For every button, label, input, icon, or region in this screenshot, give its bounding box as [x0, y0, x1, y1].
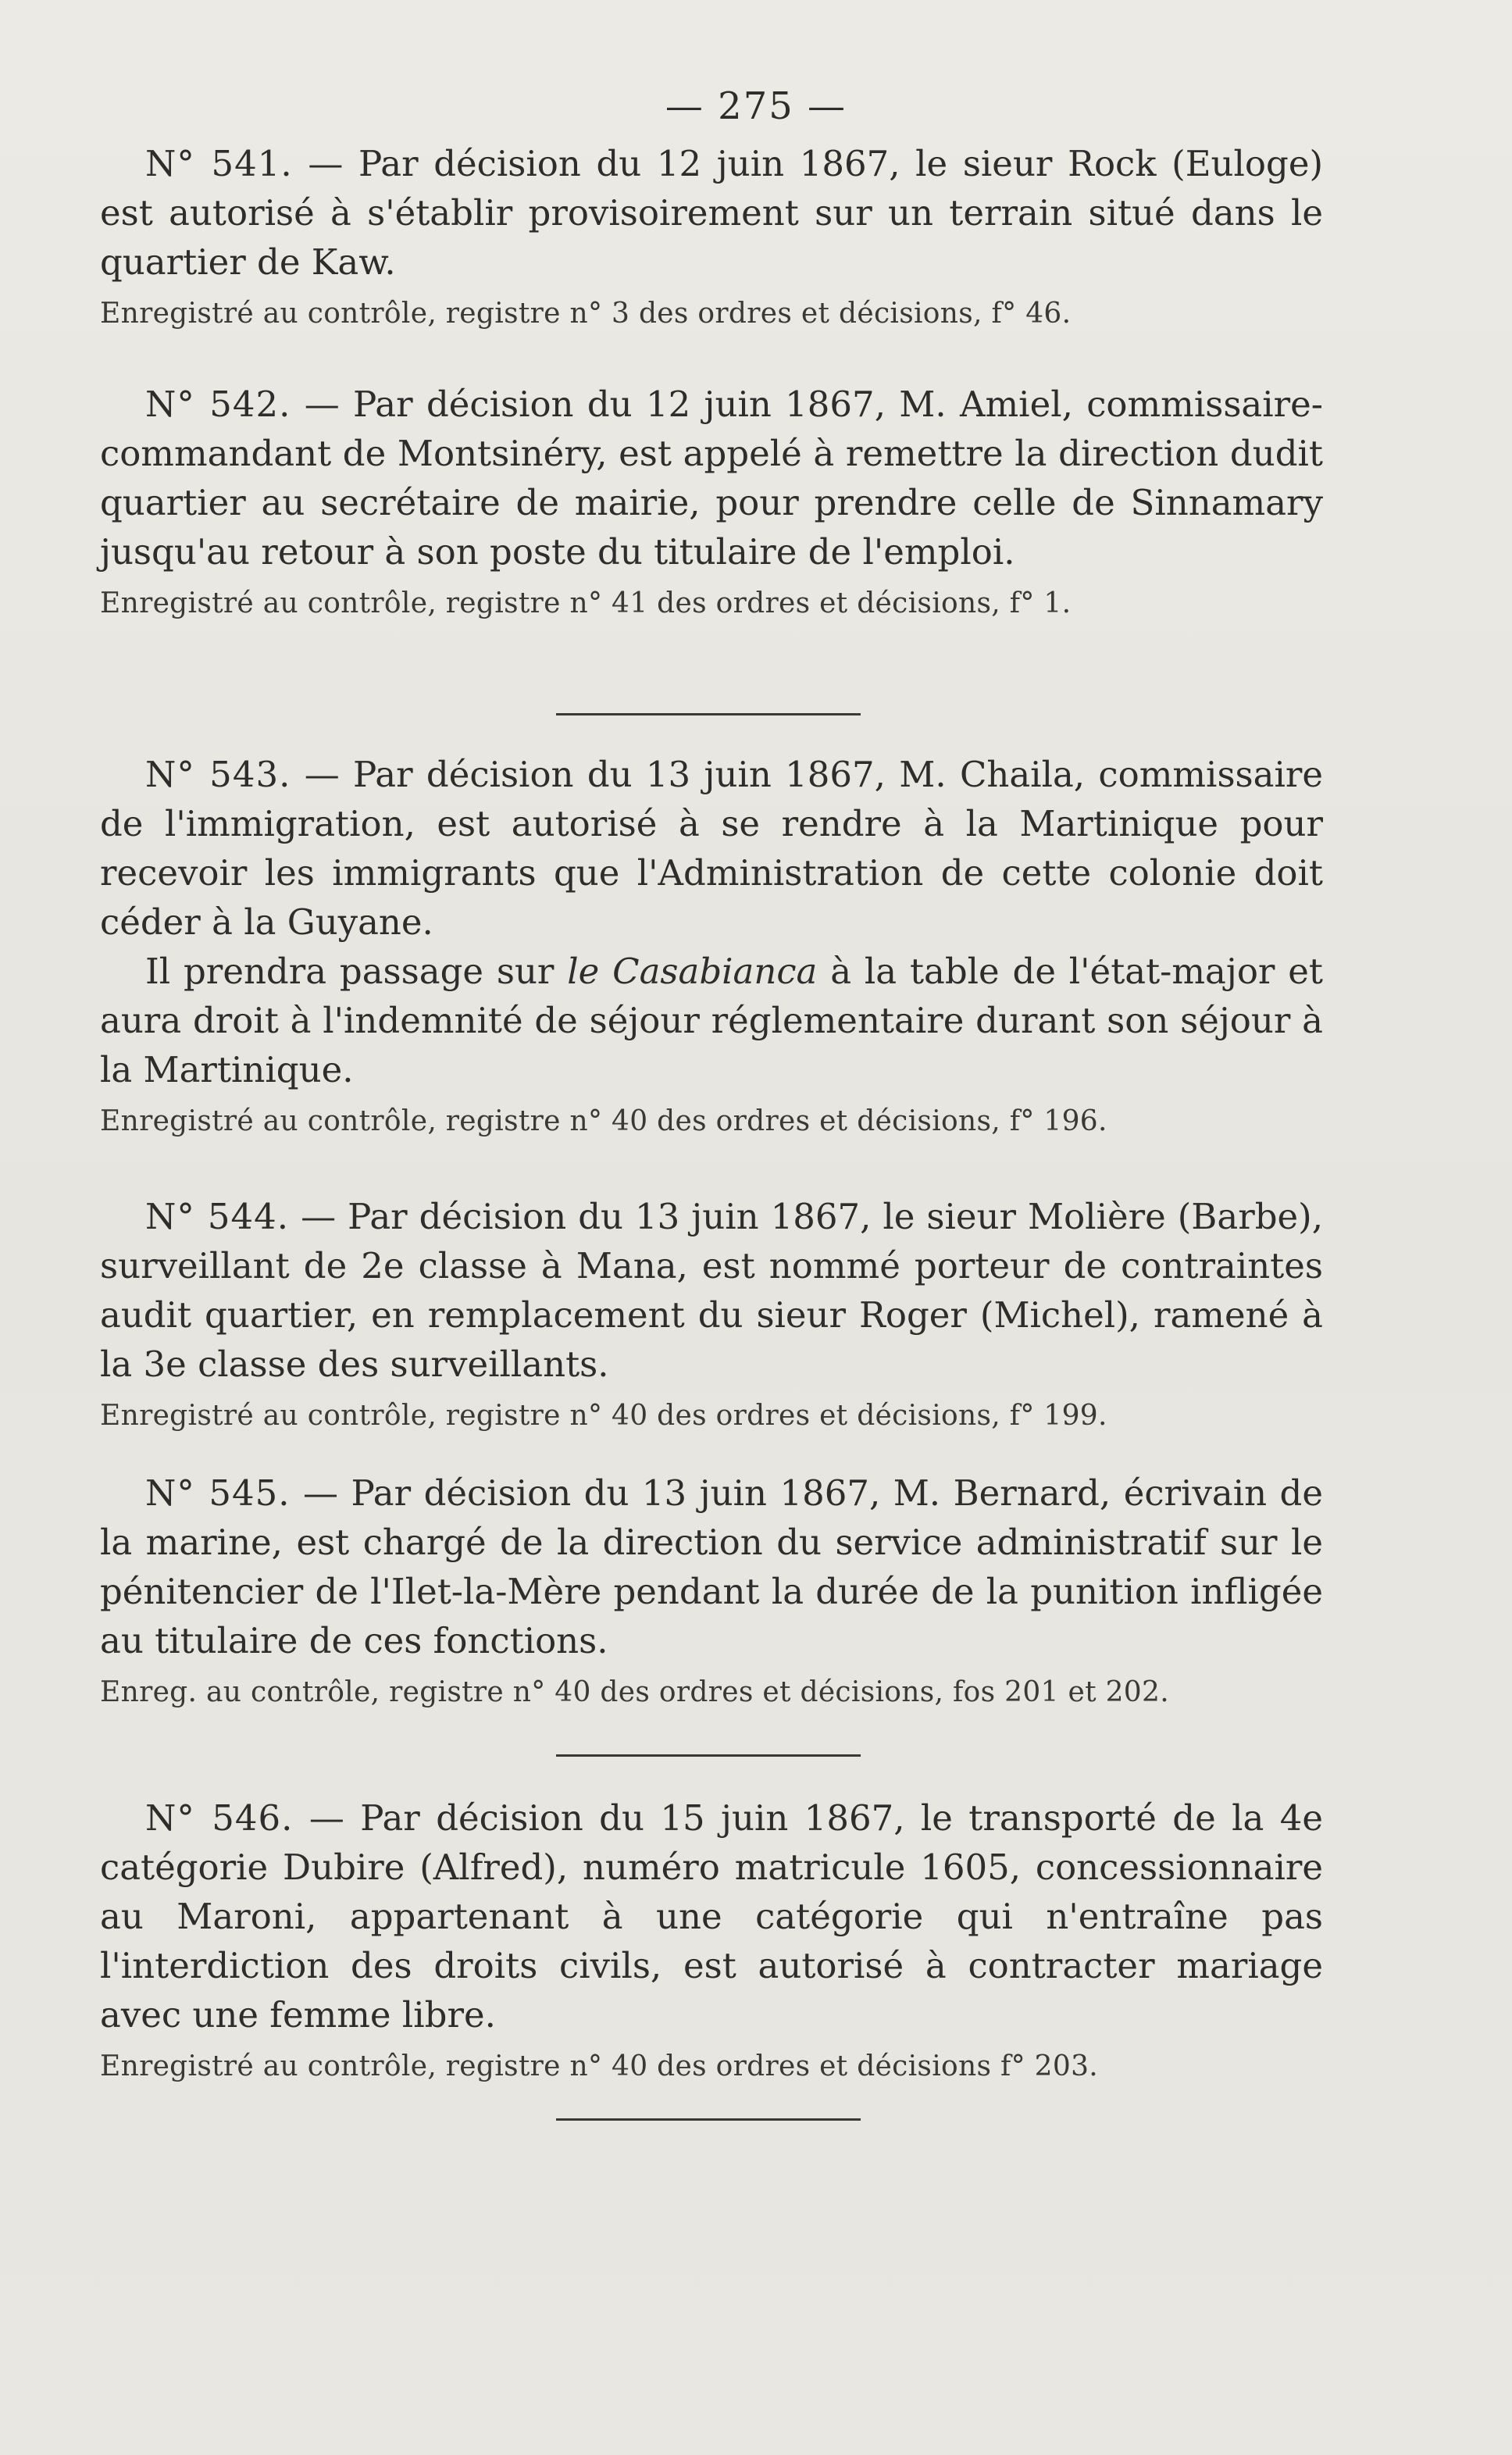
entry-543-reference: Enregistré au contrôle, registre n° 40 des ordres et décisions, f° 196.	[100, 1105, 1107, 1137]
entry-number: N° 541.	[145, 143, 293, 184]
entry-543-text-2: Il prendra passage sur le Casabianca à la table de l'état-major et aura droit à l'indemnité de séjour réglementaire durant son séjour à la Martinique.	[100, 951, 1323, 1090]
separator-rule	[556, 2118, 861, 2121]
entry-number: N° 545.	[145, 1472, 291, 1514]
entry-543	[100, 750, 1323, 1140]
entry-number: N° 542.	[145, 384, 291, 425]
entry-number: N° 543.	[145, 754, 291, 795]
entry-545-reference: Enreg. au contrôle, registre n° 40 des ordres et décisions, fos 201 et 202.	[100, 1676, 1169, 1708]
entry-544-reference: Enregistré au contrôle, registre n° 40 des ordres et décisions, f° 199.	[100, 1400, 1107, 1432]
entry-541-text	[100, 139, 1323, 287]
entry-body: — Par décision du 15 juin 1867, le transporté de la 4e catégorie Dubire (Alfred), numéro matricule 1605, concessionnaire au Maroni, appartenant à une catégorie qui n'entraîne pas l'interdiction des droits civils, est autorisé à contracter mariage avec une femme libre.	[100, 1797, 1323, 2036]
entry-body: — Par décision du 13 juin 1867, M. Bernard, écrivain de la marine, est chargé de la direction du service administratif sur le pénitencier de l'Ilet-la-Mère pendant la durée de la punition infligée au titulaire de ces fonctions.	[100, 1472, 1323, 1661]
ship-name: le Casabianca	[567, 951, 818, 992]
entry-545	[100, 1468, 1323, 1711]
entry-543-text	[100, 750, 1323, 947]
entry-546-text	[100, 1793, 1323, 2039]
entry-546-reference: Enregistré au contrôle, registre n° 40 des ordres et décisions f° 203.	[100, 2050, 1099, 2082]
page-number: — 275 —	[665, 84, 847, 128]
entry-body: — Par décision du 12 juin 1867, le sieur Rock (Euloge) est autorisé à s'établir provisoirement sur un terrain situé dans le quartier de Kaw.	[100, 143, 1324, 283]
entry-body: — Par décision du 12 juin 1867, M. Amiel, commissaire-commandant de Montsinéry, est appelé à remettre la direction dudit quartier au secrétaire de mairie, pour prendre celle de Sinnamary jusqu'au retour à son poste du titulaire de l'emploi.	[100, 384, 1323, 573]
entry-541-reference: Enregistré au contrôle, registre n° 3 des ordres et décisions, f° 46.	[100, 298, 1072, 330]
entry-542-text	[100, 380, 1323, 576]
separator-rule	[556, 713, 861, 715]
entry-number: N° 544.	[145, 1196, 290, 1237]
entry-541	[100, 139, 1323, 332]
entry-body: — Par décision du 13 juin 1867, M. Chaila, commissaire de l'immigration, est autorisé à se rendre à la Martinique pour recevoir les immigrants que l'Administration de cette colonie doit céder à la Guyane.	[100, 754, 1323, 943]
entry-544-text	[100, 1192, 1323, 1389]
separator-rule	[556, 1754, 861, 1757]
entry-542	[100, 380, 1323, 622]
entry-546	[100, 1793, 1323, 2085]
entry-542-reference: Enregistré au contrôle, registre n° 41 des ordres et décisions, f° 1.	[100, 587, 1072, 619]
entry-number: N° 546.	[145, 1797, 294, 1839]
entry-545-text	[100, 1468, 1323, 1665]
entry-body: — Par décision du 13 juin 1867, le sieur Molière (Barbe), surveillant de 2e classe à Mana, est nommé porteur de contraintes audit quartier, en remplacement du sieur Roger (Michel), ramené à la 3e classe des surveillants.	[100, 1196, 1323, 1385]
entry-544	[100, 1192, 1323, 1434]
